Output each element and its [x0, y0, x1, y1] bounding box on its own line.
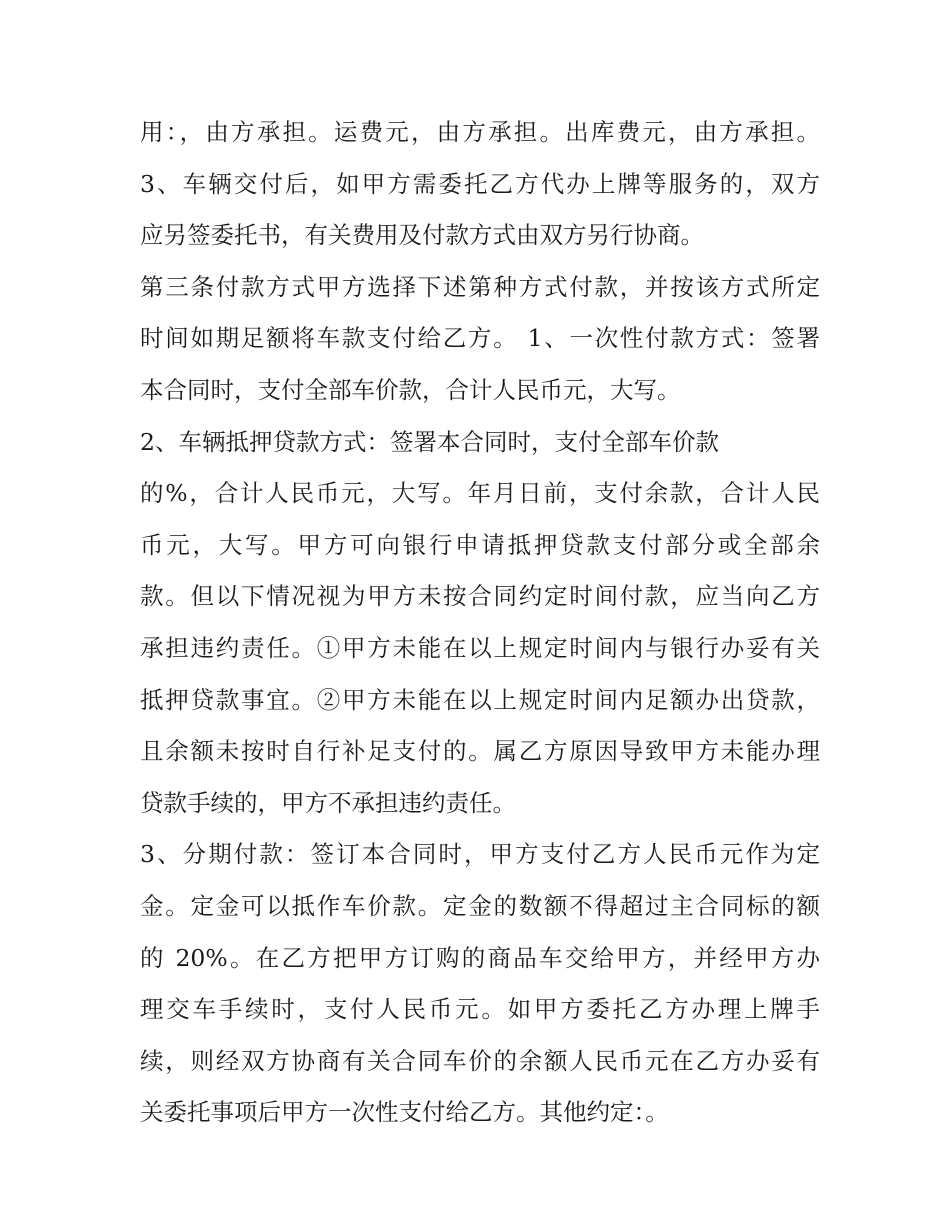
text-line: 用：，由方承担。运费元，由方承担。出库费元，由方承担。	[140, 118, 820, 146]
text-line: 贷款手续的，甲方不承担违约责任。	[140, 788, 516, 817]
text-line: 3、车辆交付后，如甲方需委托乙方代办上牌等服务的，双方	[140, 169, 820, 198]
text-line: 款。但以下情况视为甲方未按合同约定时间付款，应当向乙方	[140, 582, 820, 611]
text-line: 的%，合计人民币元，大写。年月日前，支付余款，合计人民	[140, 479, 820, 508]
text-line: 币元，大写。甲方可向银行申请抵押贷款支付部分或全部余	[140, 530, 820, 559]
text-line: 本合同时，支付全部车价款，合计人民币元，大写。	[140, 375, 681, 404]
text-line: 抵押贷款事宜。②甲方未能在以上规定时间内足额办出贷款，	[140, 685, 820, 714]
document-body	[140, 107, 820, 1139]
text-line: 关委托事项后甲方一次性支付给乙方。其他约定：。	[140, 1098, 669, 1127]
text-line: 2、车辆抵押贷款方式：签署本合同时，支付全部车价款	[140, 427, 719, 456]
text-line: 金。定金可以抵作车价款。定金的数额不得超过主合同标的额	[140, 891, 820, 920]
text-line: 且余额未按时自行补足支付的。属乙方原因导致甲方未能办理	[140, 737, 820, 766]
text-line: 第三条付款方式甲方选择下述第种方式付款，并按该方式所定	[140, 272, 820, 301]
text-line: 3、分期付款：签订本合同时，甲方支付乙方人民币元作为定	[140, 840, 820, 869]
text-line: 理交车手续时，支付人民币元。如甲方委托乙方办理上牌手	[140, 995, 820, 1024]
text-line: 续，则经双方协商有关合同车价的余额人民币元在乙方办妥有	[140, 1046, 820, 1075]
text-line: 时间如期足额将车款支付给乙方。 1、一次性付款方式：签署	[140, 324, 820, 353]
text-line: 的 20%。在乙方把甲方订购的商品车交给甲方，并经甲方办	[140, 943, 820, 972]
text-line: 承担违约责任。①甲方未能在以上规定时间内与银行办妥有关	[140, 633, 820, 662]
text-line: 应另签委托书，有关费用及付款方式由双方另行协商。	[140, 221, 704, 250]
